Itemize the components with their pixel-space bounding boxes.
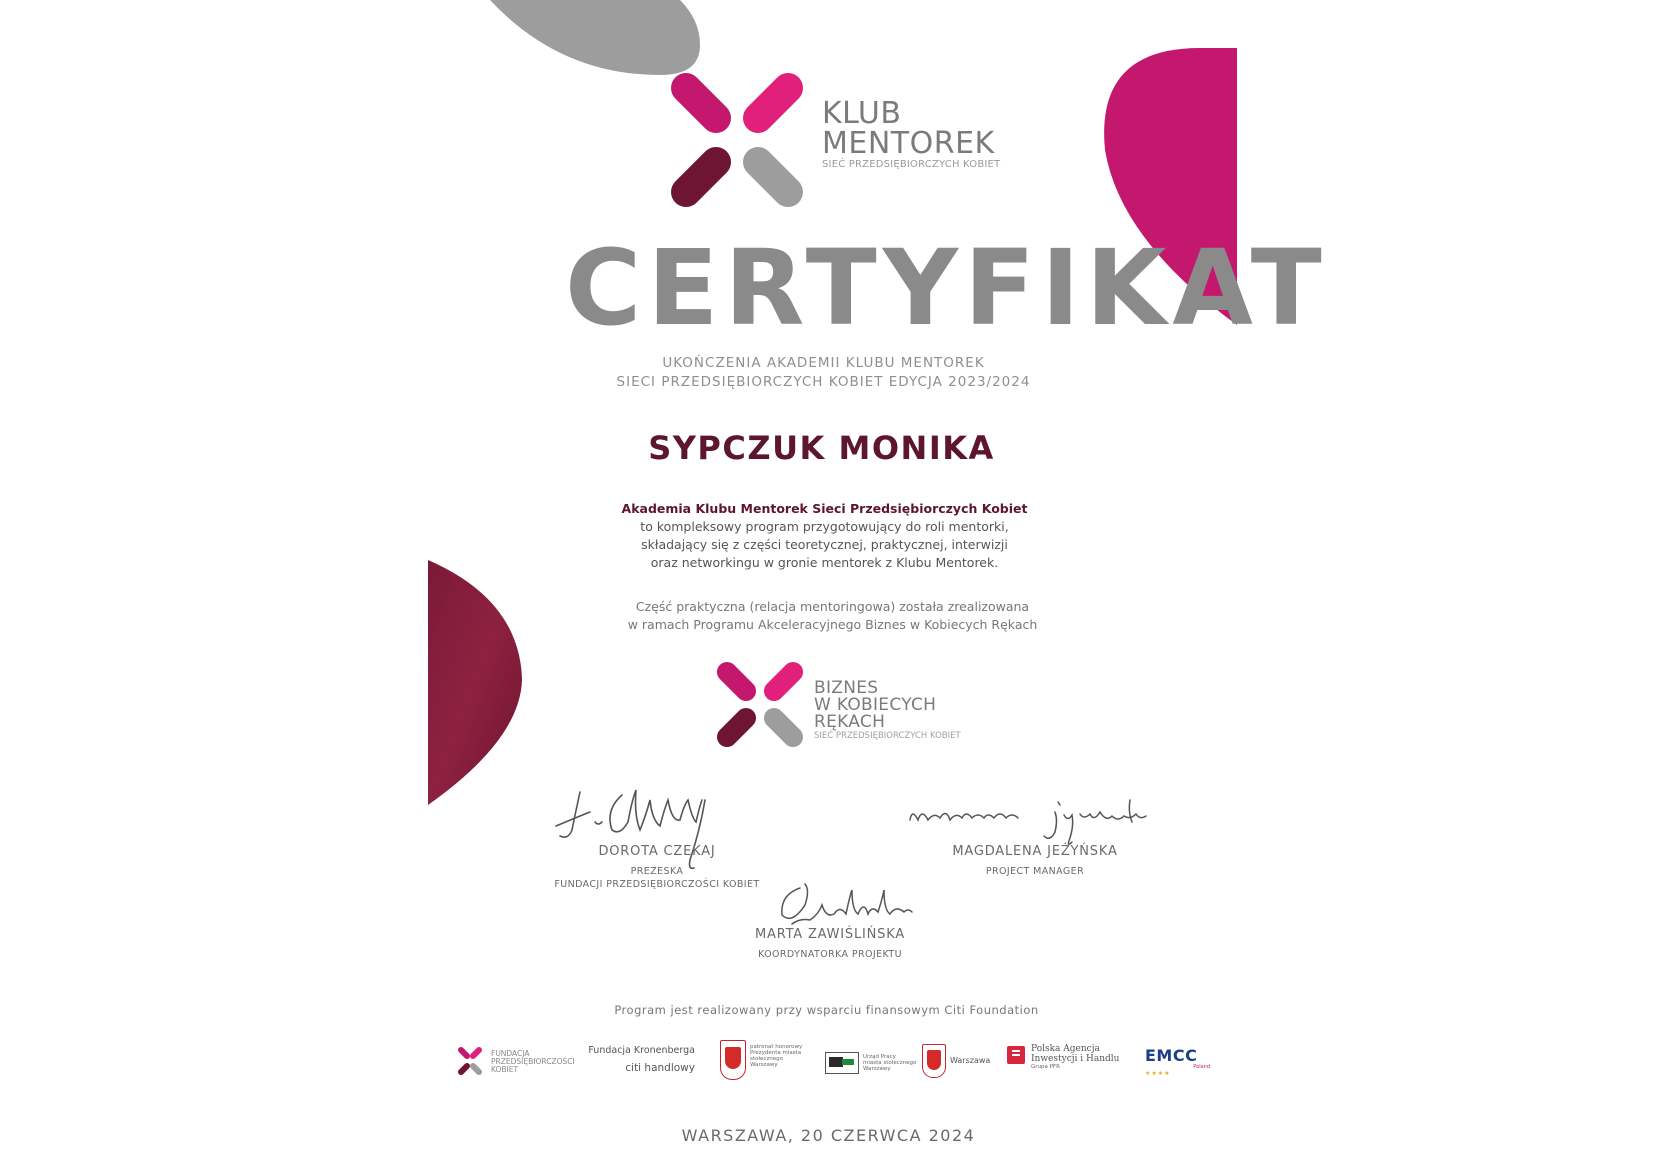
practical-note — [3, 598, 1659, 634]
program-description — [0, 500, 1654, 572]
signer-name: DOROTA CZEKAJ — [598, 844, 716, 859]
certificate-title: CERTYFIKAT — [565, 227, 1328, 349]
logo-subtitle: SIEĆ PRZEDSIĘBIORCZYCH KOBIET — [822, 159, 1001, 170]
paih-icon — [1007, 1046, 1025, 1064]
paih-line1: Polska Agencja — [1031, 1044, 1100, 1054]
patronat-line2: Prezydenta miasta — [750, 1050, 802, 1056]
biznes-line2: W KOBIECYCH — [814, 695, 937, 715]
sponsor-patronat — [720, 1040, 810, 1086]
sponsor-emcc — [1145, 1046, 1210, 1080]
emcc-stars-icon: ★★★★ — [1145, 1070, 1171, 1077]
description-line1: to kompleksowy program przygotowujący do roli mentorki, — [640, 519, 1009, 534]
sponsor-kronenberg — [585, 1045, 695, 1079]
signature-block-magdalena — [905, 844, 1165, 878]
signature-block-dorota — [512, 844, 802, 891]
burgundy-leaf-shape — [428, 560, 522, 805]
signature-magdalena-jezynska — [910, 800, 1146, 844]
certificate-subtitle — [0, 354, 1653, 392]
patronat-line3: stołecznego — [750, 1056, 783, 1062]
signer-name: MARTA ZAWIŚLIŃSKA — [754, 927, 906, 942]
biznes-logo — [814, 680, 961, 741]
sponsor-fpk — [455, 1044, 585, 1080]
urzad-pracy-icon — [825, 1052, 859, 1074]
signer-role: PREZESKA — [630, 866, 684, 877]
warszawa-label: Warszawa — [950, 1056, 991, 1065]
kronenberg-line2: citi handlowy — [625, 1062, 695, 1074]
signer-role: PROJECT MANAGER — [985, 866, 1085, 877]
practical-line2: w ramach Programu Akceleracyjnego Biznes w Kobiecych Rękach — [627, 617, 1038, 632]
support-note: Program jest realizowany przy wsparciu finansowym Citi Foundation — [614, 1003, 1039, 1017]
signer-name: MAGDALENA JEŻYŃSKA — [952, 844, 1118, 859]
sponsor-urzad-pracy — [825, 1052, 925, 1078]
paih-line3: Grupa PFR — [1031, 1064, 1060, 1070]
fpk-x-icon — [455, 1044, 485, 1078]
logo-line1: KLUB — [822, 96, 902, 131]
recipient-name: SYPCZUK MONIKA — [648, 429, 995, 467]
subtitle-line1: UKOŃCZENIA AKADEMII KLUBU MENTOREK — [662, 355, 985, 371]
klub-mentorek-x-logo — [686, 88, 788, 192]
paih-line2: Inwestycji i Handlu — [1031, 1054, 1120, 1064]
description-bold: Akademia Klubu Mentorek Sieci Przedsiębiorczych Kobiet — [621, 501, 1028, 516]
warszawa-crest-icon — [922, 1044, 946, 1078]
sponsor-paih — [1007, 1044, 1127, 1080]
practical-line1: Część praktyczna (relacja mentoringowa) została zrealizowana — [635, 599, 1030, 614]
urzad-line2: miasta stołecznego — [863, 1060, 917, 1066]
signer-role: KOORDYNATORKA PROJEKTU — [758, 949, 902, 960]
logo-line2: MENTOREK — [822, 126, 995, 161]
warsaw-crest-icon — [720, 1040, 746, 1080]
biznes-line3: RĘKACH — [814, 712, 886, 732]
urzad-line1: Urząd Pracy — [863, 1054, 896, 1060]
signer-role-line2: FUNDACJI PRZEDSIĘBIORCZOŚCI KOBIET — [554, 879, 760, 890]
fpk-line1: FUNDACJA — [491, 1049, 530, 1058]
patronat-line1: patronat honorowy — [750, 1044, 803, 1050]
emcc-label: EMCC — [1145, 1046, 1198, 1065]
urzad-line3: Warszawy — [863, 1066, 891, 1072]
signature-block-marta — [715, 927, 945, 961]
emcc-country: Poland — [1193, 1064, 1210, 1070]
biznes-x-logo — [727, 672, 793, 737]
fpk-line3: KOBIET — [491, 1065, 519, 1074]
biznes-subtitle: SIEĆ PRZEDSIĘBIORCZYCH KOBIET — [814, 731, 961, 741]
fpk-line2: PRZEDSIĘBIORCZOŚCI — [491, 1057, 575, 1066]
sponsor-warszawa — [922, 1044, 1002, 1080]
description-line3: oraz networkingu w gronie mentorek z Klubu Mentorek. — [650, 555, 999, 570]
klub-mentorek-logo — [822, 96, 1001, 170]
patronat-line4: Warszawy — [750, 1062, 778, 1068]
grey-leaf-shape — [490, 0, 700, 75]
place-and-date: WARSZAWA, 20 CZERWCA 2024 — [681, 1126, 976, 1145]
biznes-line1: BIZNES — [814, 678, 879, 698]
description-line2: składający się z części teoretycznej, praktycznej, interwizji — [641, 537, 1008, 552]
kronenberg-line1: Fundacja Kronenberga — [588, 1045, 695, 1056]
subtitle-line2: SIECI PRZEDSIĘBIORCZYCH KOBIET EDYCJA 2023/2024 — [616, 374, 1031, 390]
